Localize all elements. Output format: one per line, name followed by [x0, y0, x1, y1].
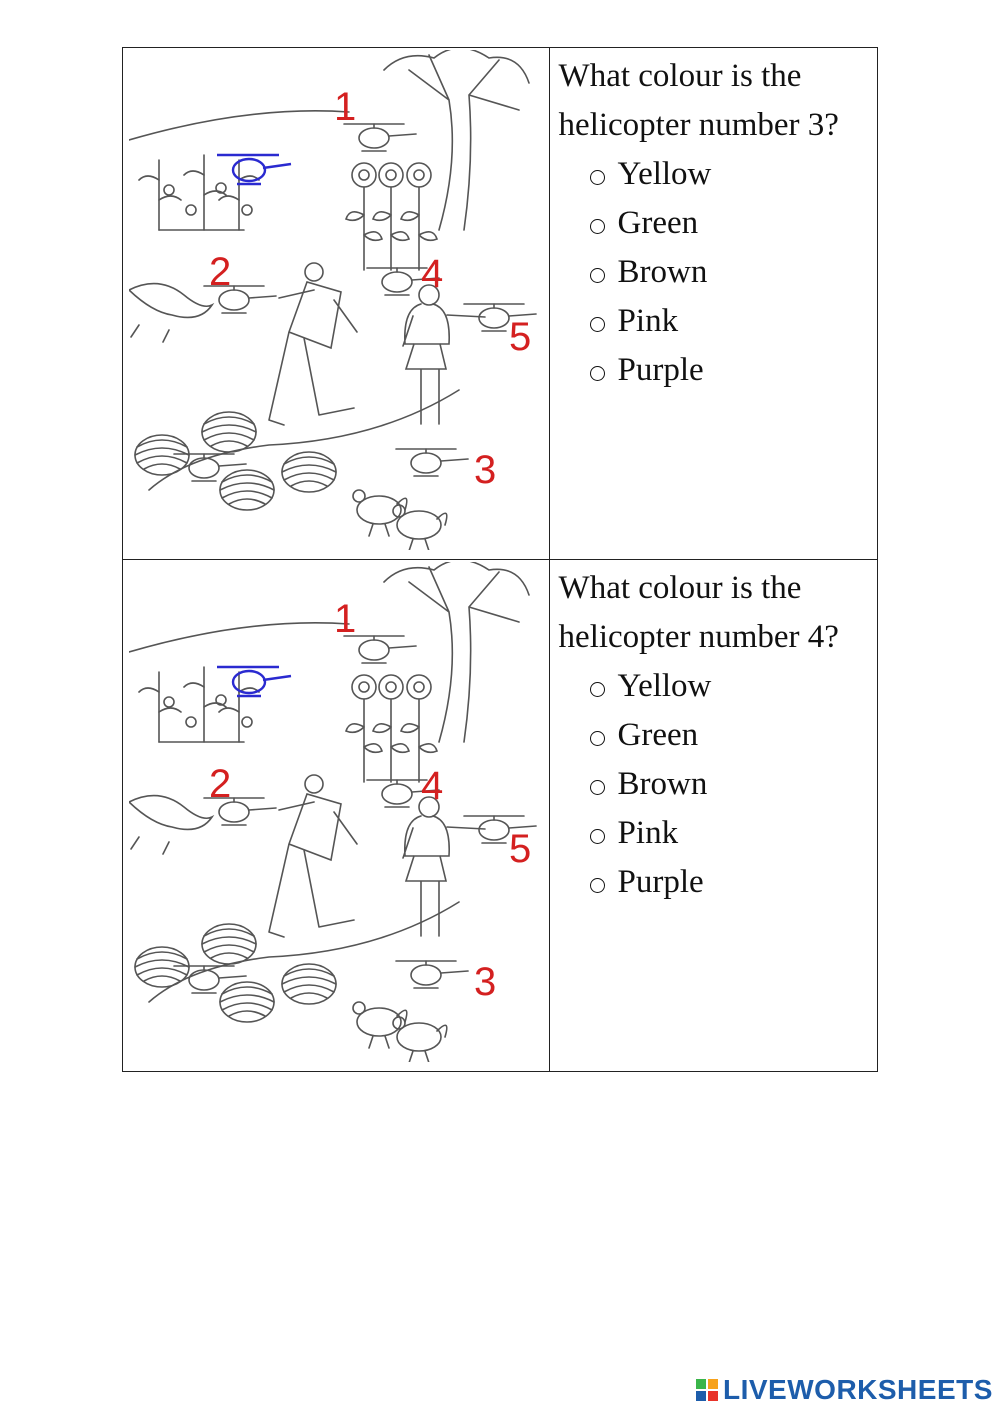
number-label-5: 5: [509, 315, 532, 359]
option-brown[interactable]: Brown: [590, 248, 877, 297]
radio-circle-icon[interactable]: [590, 731, 605, 746]
number-label-3: 3: [474, 960, 497, 1004]
question-row-2: [123, 560, 878, 1072]
question-row-1: [123, 48, 878, 560]
worksheet-table: [122, 47, 878, 1072]
option-green[interactable]: Green: [590, 711, 877, 760]
answer-options: [550, 662, 877, 907]
number-label-4: 4: [421, 764, 444, 808]
liveworksheets-logo: [696, 1374, 993, 1406]
number-label-4: 4: [421, 252, 444, 296]
question-cell-2: [549, 560, 877, 1072]
radio-circle-icon[interactable]: [590, 878, 605, 893]
radio-circle-icon[interactable]: [590, 219, 605, 234]
option-pink[interactable]: Pink: [590, 297, 877, 346]
question-cell-1: [549, 48, 877, 560]
logo-text: LIVEWORKSHEETS: [723, 1374, 993, 1405]
option-brown[interactable]: Brown: [590, 760, 877, 809]
blue-helicopter: [217, 667, 291, 696]
illustration-cell-1: [123, 48, 550, 560]
number-label-2: 2: [209, 250, 232, 294]
option-yellow[interactable]: Yellow: [590, 662, 877, 711]
radio-circle-icon[interactable]: [590, 268, 605, 283]
option-purple[interactable]: Purple: [590, 346, 877, 395]
illustration-cell-2: [123, 560, 550, 1072]
radio-circle-icon[interactable]: [590, 780, 605, 795]
number-label-5: 5: [509, 827, 532, 871]
option-green[interactable]: Green: [590, 199, 877, 248]
option-purple[interactable]: Purple: [590, 858, 877, 907]
blue-helicopter: [217, 155, 291, 184]
radio-circle-icon[interactable]: [590, 317, 605, 332]
option-pink[interactable]: Pink: [590, 809, 877, 858]
number-label-3: 3: [474, 448, 497, 492]
answer-options: [550, 150, 877, 395]
farm-illustration-2: [129, 562, 539, 1062]
option-yellow[interactable]: Yellow: [590, 150, 877, 199]
question-prompt: What colour is the helicopter number 4?: [558, 570, 839, 655]
radio-circle-icon[interactable]: [590, 170, 605, 185]
logo-grid-icon: [696, 1379, 718, 1401]
radio-circle-icon[interactable]: [590, 682, 605, 697]
radio-circle-icon[interactable]: [590, 829, 605, 844]
number-label-1: 1: [334, 597, 357, 641]
number-label-1: 1: [334, 85, 357, 129]
question-prompt: What colour is the helicopter number 3?: [558, 58, 839, 143]
farm-illustration-1: [129, 50, 539, 550]
radio-circle-icon[interactable]: [590, 366, 605, 381]
number-label-2: 2: [209, 762, 232, 806]
